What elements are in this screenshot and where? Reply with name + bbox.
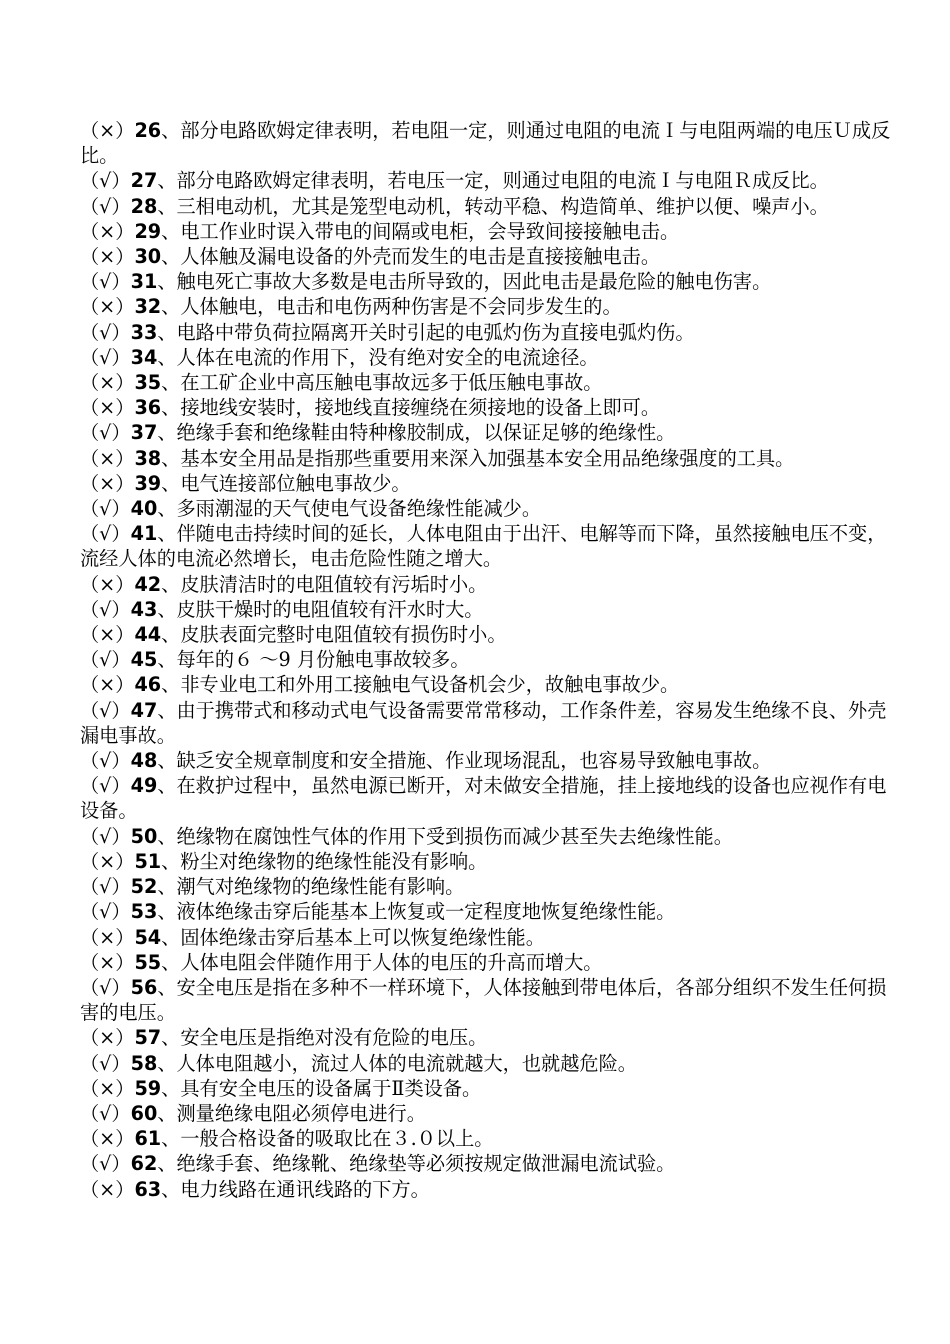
answer-mark: （√） — [80, 1152, 131, 1176]
question-text: 、电路中带负荷拉隔离开关时引起的电弧灼伤为直接电弧灼伤。 — [157, 320, 695, 344]
question-number: 59 — [134, 1076, 162, 1100]
question-number: 28 — [130, 194, 158, 218]
question-text: 、人体在电流的作用下，没有绝对安全的电流途径。 — [157, 345, 599, 369]
answer-mark: （√） — [80, 824, 131, 848]
answer-mark: （√） — [80, 749, 131, 773]
question-item — [80, 496, 894, 521]
question-item — [80, 1126, 894, 1151]
question-item — [80, 572, 894, 597]
question-text: 、人体电阻会伴随作用于人体的电压的升高而增大。 — [161, 950, 603, 974]
question-item — [80, 672, 894, 697]
answer-mark: （√） — [80, 1051, 131, 1075]
answer-mark: （×） — [80, 295, 135, 319]
question-number: 63 — [134, 1177, 162, 1201]
question-number: 41 — [130, 522, 158, 546]
question-number: 40 — [130, 497, 158, 521]
question-number: 36 — [134, 396, 162, 420]
question-text: 、人体电阻越小，流过人体的电流就越大，也就越危险。 — [157, 1051, 637, 1075]
question-item — [80, 950, 894, 975]
answer-mark: （√） — [80, 975, 131, 999]
question-item — [80, 395, 894, 420]
question-text: 、由于携带式和移动式电气设备需要常常移动，工作条件差，容易发生绝缘不良、外壳漏电事故。 — [80, 698, 887, 747]
answer-mark: （×） — [80, 371, 135, 395]
question-item — [80, 118, 894, 168]
question-item — [80, 773, 894, 823]
answer-mark: （×） — [80, 1026, 135, 1050]
question-number: 50 — [130, 824, 158, 848]
question-number: 58 — [130, 1051, 158, 1075]
question-text: 、安全电压是指在多种不一样环境下，人体接触到带电体后，各部分组织不发生任何损害的电压。 — [80, 975, 887, 1025]
question-text: 、一般合格设备的吸取比在３.０以上。 — [161, 1127, 494, 1151]
question-number: 38 — [134, 446, 162, 470]
question-number: 47 — [130, 698, 158, 722]
question-number: 44 — [134, 623, 162, 647]
question-text: 、固体绝缘击穿后基本上可以恢复绝缘性能。 — [161, 925, 545, 949]
question-item — [80, 647, 894, 672]
question-text: 、电气连接部位触电事故少。 — [161, 471, 411, 495]
answer-mark: （×） — [80, 673, 135, 697]
question-item — [80, 370, 894, 395]
question-text: 、在救护过程中，虽然电源已断开，对未做安全措施，挂上接地线的设备也应视作有电设备。 — [80, 774, 887, 823]
question-item — [80, 194, 894, 219]
question-text: 、绝缘手套和绝缘鞋由特种橡胶制成，以保证足够的绝缘性。 — [157, 421, 676, 445]
question-item — [80, 597, 894, 622]
question-item — [80, 320, 894, 345]
answer-mark: （×） — [80, 119, 135, 142]
answer-mark: （×） — [80, 471, 135, 495]
question-text: 、部分电路欧姆定律表明，若电压一定，则通过电阻的电流Ｉ与电阻Ｒ成反比。 — [157, 169, 829, 193]
question-text: 、三相电动机，尤其是笼型电动机，转动平稳、构造简单、维护以便、噪声小。 — [157, 194, 829, 218]
question-text: 、粉尘对绝缘物的绝缘性能没有影响。 — [161, 849, 488, 873]
question-text: 、测量绝缘电阻必须停电进行。 — [157, 1101, 426, 1125]
answer-mark: （√） — [80, 1101, 131, 1125]
question-item — [80, 899, 894, 924]
answer-mark: （×） — [80, 446, 135, 470]
question-text: 、部分电路欧姆定律表明，若电阻一定，则通过电阻的电流Ｉ与电阻两端的电压Ｕ成反比。 — [80, 119, 891, 168]
question-text: 、绝缘物在腐蚀性气体的作用下受到损伤而减少甚至失去绝缘性能。 — [157, 824, 733, 848]
answer-mark: （√） — [80, 169, 131, 193]
answer-mark: （×） — [80, 396, 135, 420]
question-item — [80, 874, 894, 899]
question-item — [80, 1025, 894, 1050]
question-number: 57 — [134, 1026, 162, 1050]
question-text: 、绝缘手套、绝缘靴、绝缘垫等必须按规定做泄漏电流试验。 — [157, 1152, 676, 1176]
answer-mark: （×） — [80, 219, 135, 243]
question-item — [80, 521, 894, 571]
question-number: 55 — [134, 950, 162, 974]
question-item — [80, 168, 894, 193]
answer-mark: （√） — [80, 774, 131, 798]
question-number: 34 — [130, 345, 158, 369]
question-number: 52 — [130, 875, 158, 899]
question-item — [80, 925, 894, 950]
question-item — [80, 849, 894, 874]
question-text: 、人体触及漏电设备的外壳而发生的电击是直接接触电击。 — [161, 245, 661, 269]
question-text: 、潮气对绝缘物的绝缘性能有影响。 — [157, 875, 465, 899]
question-item — [80, 1076, 894, 1101]
answer-mark: （×） — [80, 1177, 135, 1201]
question-item — [80, 622, 894, 647]
question-item — [80, 748, 894, 773]
question-number: 27 — [130, 169, 158, 193]
question-number: 62 — [130, 1152, 158, 1176]
question-number: 54 — [134, 925, 162, 949]
question-text: 、伴随电击持续时间的延长，人体电阻由于出汗、电解等而下降，虽然接触电压不变，流经人体的电流必然增长，电击危险性随之增大。 — [80, 522, 887, 571]
question-number: 51 — [134, 849, 162, 873]
question-text: 、非专业电工和外用工接触电气设备机会少，故触电事故少。 — [161, 673, 680, 697]
question-number: 61 — [134, 1127, 162, 1151]
answer-mark: （√） — [80, 497, 131, 521]
answer-mark: （√） — [80, 345, 131, 369]
question-text: 、皮肤清洁时的电阻值较有污垢时小。 — [161, 572, 488, 596]
question-number: 53 — [130, 900, 158, 924]
answer-mark: （√） — [80, 875, 131, 899]
question-item — [80, 975, 894, 1025]
question-list — [80, 118, 894, 1202]
question-text: 、液体绝缘击穿后能基本上恢复或一定程度地恢复绝缘性能。 — [157, 900, 676, 924]
question-text: 、接地线安装时，接地线直接缠绕在须接地的设备上即可。 — [161, 396, 661, 420]
question-item — [80, 471, 894, 496]
question-number: 31 — [130, 270, 158, 294]
question-text: 、在工矿企业中高压触电事故远多于低压触电事故。 — [161, 371, 603, 395]
question-item — [80, 420, 894, 445]
question-number: 60 — [130, 1101, 158, 1125]
question-item — [80, 1177, 894, 1202]
question-number: 35 — [134, 371, 162, 395]
question-text: 、安全电压是指绝对没有危险的电压。 — [161, 1026, 488, 1050]
question-item — [80, 269, 894, 294]
answer-mark: （√） — [80, 421, 131, 445]
question-number: 43 — [130, 597, 158, 621]
answer-mark: （√） — [80, 698, 131, 722]
answer-mark: （×） — [80, 1127, 135, 1151]
question-number: 45 — [130, 648, 158, 672]
answer-mark: （√） — [80, 270, 131, 294]
answer-mark: （√） — [80, 194, 131, 218]
question-text: 、触电死亡事故大多数是电击所导致的，因此电击是最危险的触电伤害。 — [157, 270, 772, 294]
question-item — [80, 1051, 894, 1076]
question-text: 、具有安全电压的设备属于Ⅱ类设备。 — [161, 1076, 482, 1100]
question-item — [80, 244, 894, 269]
question-text: 、基本安全用品是指那些重要用来深入加强基本安全用品绝缘强度的工具。 — [161, 446, 795, 470]
question-text: 、电工作业时误入带电的间隔或电柜，会导致间接接触电击。 — [161, 219, 680, 243]
question-number: 32 — [134, 295, 162, 319]
answer-mark: （√） — [80, 900, 131, 924]
answer-mark: （√） — [80, 522, 131, 546]
question-item — [80, 1101, 894, 1126]
question-number: 26 — [134, 119, 162, 142]
answer-mark: （×） — [80, 950, 135, 974]
question-number: 56 — [130, 975, 158, 999]
question-item — [80, 698, 894, 748]
answer-mark: （×） — [80, 623, 135, 647]
question-number: 37 — [130, 421, 158, 445]
question-text: 、电力线路在通讯线路的下方。 — [161, 1177, 430, 1201]
question-text: 、多雨潮湿的天气使电气设备绝缘性能减少。 — [157, 497, 542, 521]
question-item — [80, 345, 894, 370]
answer-mark: （×） — [80, 572, 135, 596]
question-item — [80, 219, 894, 244]
answer-mark: （√） — [80, 648, 131, 672]
question-number: 30 — [134, 245, 162, 269]
answer-mark: （√） — [80, 320, 131, 344]
question-text: 、每年的６ ～9 月份触电事故较多。 — [157, 648, 470, 672]
answer-mark: （×） — [80, 925, 135, 949]
question-item — [80, 294, 894, 319]
answer-mark: （×） — [80, 1076, 135, 1100]
question-text: 、人体触电，电击和电伤两种伤害是不会同步发生的。 — [161, 295, 622, 319]
answer-mark: （√） — [80, 597, 131, 621]
question-text: 、皮肤干燥时的电阻值较有汗水时大。 — [157, 597, 484, 621]
question-item — [80, 446, 894, 471]
question-number: 46 — [134, 673, 162, 697]
question-item — [80, 1151, 894, 1176]
answer-mark: （×） — [80, 245, 135, 269]
question-number: 48 — [130, 749, 158, 773]
question-number: 49 — [130, 774, 158, 798]
question-text: 、缺乏安全规章制度和安全措施、作业现场混乱，也容易导致触电事故。 — [157, 749, 772, 773]
question-number: 29 — [134, 219, 162, 243]
question-item — [80, 824, 894, 849]
question-number: 33 — [130, 320, 158, 344]
question-number: 39 — [134, 471, 162, 495]
question-number: 42 — [134, 572, 162, 596]
question-text: 、皮肤表面完整时电阻值较有损伤时小。 — [161, 623, 507, 647]
answer-mark: （×） — [80, 849, 135, 873]
